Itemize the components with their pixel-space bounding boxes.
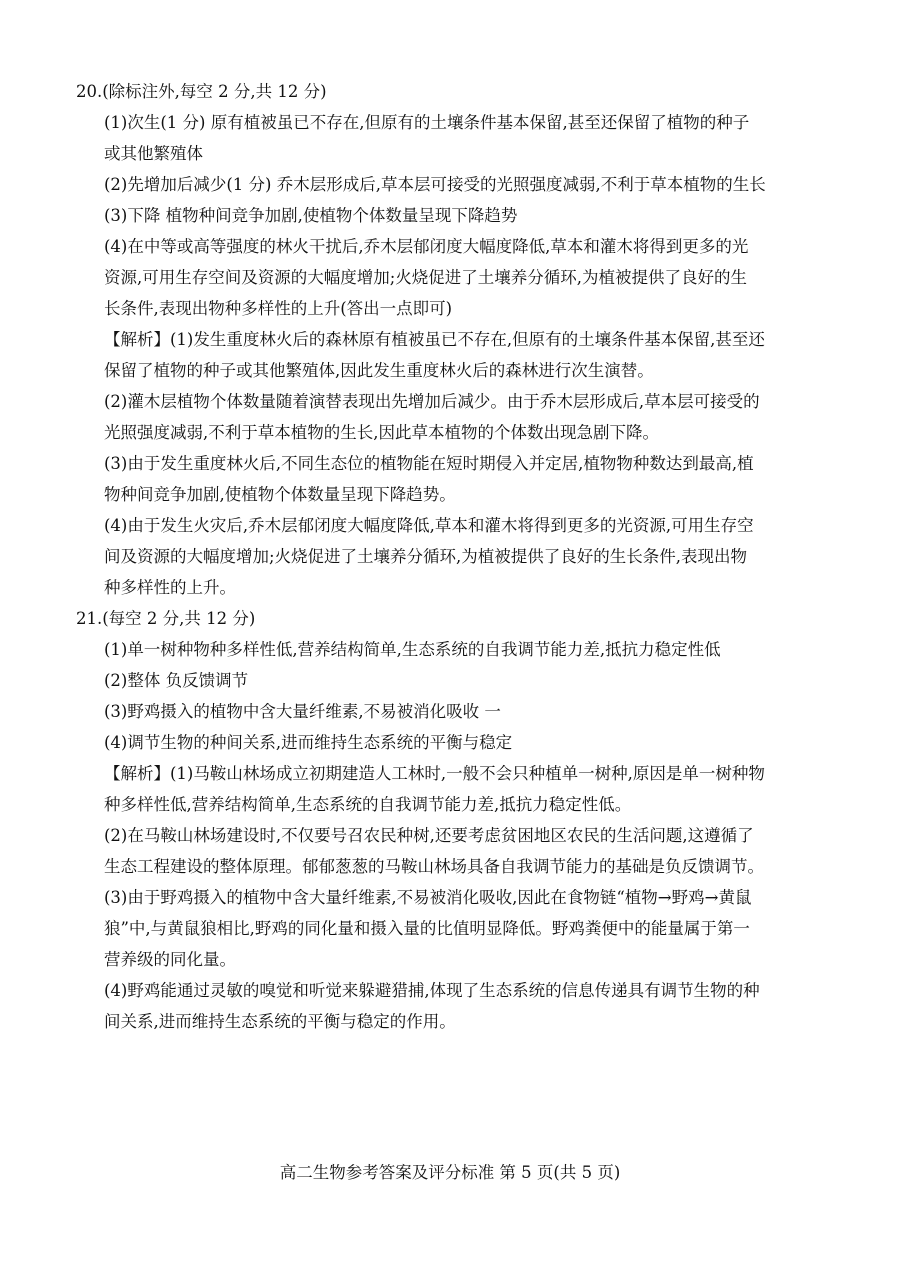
q20-answer-line: 长条件,表现出物种多样性的上升(答出一点即可) xyxy=(104,299,453,318)
q21-answer-line: (1)单一树种物种多样性低,营养结构简单,生态系统的自我调节能力差,抵抗力稳定性低 xyxy=(104,640,721,659)
q20-answer-line: (3)下降 植物种间竞争加剧,使植物个体数量呈现下降趋势 xyxy=(104,206,518,225)
q21-analysis-line: (3)由于野鸡摄入的植物中含大量纤维素,不易被消化吸收,因此在食物链“植物→野鸡→黄鼠 xyxy=(104,888,752,907)
q20-analysis-line: 物种间竞争加剧,使植物个体数量呈现下降趋势。 xyxy=(104,485,456,504)
answer-content xyxy=(76,76,836,1037)
q20-analysis-line: (4)由于发生火灾后,乔木层郁闭度大幅度降低,草本和灌木将得到更多的光资源,可用生存空 xyxy=(104,516,754,535)
q21-analysis-line: 种多样性低,营养结构简单,生态系统的自我调节能力差,抵抗力稳定性低。 xyxy=(104,795,632,814)
q20-analysis-line: 【解析】(1)发生重度林火后的森林原有植被虽已不存在,但原有的土壤条件基本保留,甚至还 xyxy=(104,330,765,349)
q21-analysis-line: 生态工程建设的整体原理。郁郁葱葱的马鞍山林场具备自我调节能力的基础是负反馈调节。 xyxy=(104,857,764,876)
q21-analysis-line: (2)在马鞍山林场建设时,不仅要号召农民种树,还要考虑贫困地区农民的生活问题,这遵循了 xyxy=(104,826,754,845)
q21-analysis-line: 狼”中,与黄鼠狼相比,野鸡的同化量和摄入量的比值明显降低。野鸡粪便中的能量属于第一 xyxy=(104,919,750,938)
page-footer: 高二生物参考答案及评分标准 第 5 页(共 5 页) xyxy=(279,1163,621,1182)
q20-analysis-line: 保留了植物的种子或其他繁殖体,因此发生重度林火后的森林进行次生演替。 xyxy=(104,361,654,380)
q20-answer-line: (1)次生(1 分) 原有植被虽已不存在,但原有的土壤条件基本保留,甚至还保留了植物的种子 xyxy=(104,113,750,132)
q21-answer-line: (4)调节生物的种间关系,进而维持生态系统的平衡与稳定 xyxy=(104,733,513,752)
q21-answer-line: (3)野鸡摄入的植物中含大量纤维素,不易被消化吸收 一 xyxy=(104,702,501,721)
q20-analysis-line: 种多样性的上升。 xyxy=(104,578,236,597)
q21-analysis-line: (4)野鸡能通过灵敏的嗅觉和听觉来躲避猎捕,体现了生态系统的信息传递具有调节生物的种 xyxy=(104,981,760,1000)
q20-analysis-line: 间及资源的大幅度增加;火烧促进了土壤养分循环,为植被提供了良好的生长条件,表现出物 xyxy=(104,547,748,566)
q21-analysis-line: 【解析】(1)马鞍山林场成立初期建造人工林时,一般不会只种植单一树种,原因是单一树种物 xyxy=(104,764,765,783)
q20-answer-line: 或其他繁殖体 xyxy=(104,144,203,163)
q21-analysis-line: 间关系,进而维持生态系统的平衡与稳定的作用。 xyxy=(104,1012,456,1031)
q20-answer-line: 资源,可用生存空间及资源的大幅度增加;火烧促进了土壤养分循环,为植被提供了良好的生 xyxy=(104,268,748,287)
q20-analysis-line: 光照强度减弱,不利于草本植物的生长,因此草本植物的个体数出现急剧下降。 xyxy=(104,423,659,442)
q20-answer-line: (4)在中等或高等强度的林火干扰后,乔木层郁闭度大幅度降低,草本和灌木将得到更多的光 xyxy=(104,237,749,256)
q20-analysis-line: (3)由于发生重度林火后,不同生态位的植物能在短时期侵入并定居,植物物种数达到最高,植 xyxy=(104,454,754,473)
q21-analysis-line: 营养级的同化量。 xyxy=(104,950,236,969)
q20-header: 20.(除标注外,每空 2 分,共 12 分) xyxy=(76,82,327,101)
q20-analysis-line: (2)灌木层植物个体数量随着演替表现出先增加后减少。由于乔木层形成后,草本层可接受的 xyxy=(104,392,760,411)
q21-answer-line: (2)整体 负反馈调节 xyxy=(104,671,249,690)
q21-header: 21.(每空 2 分,共 12 分) xyxy=(76,609,256,628)
q20-answer-line: (2)先增加后减少(1 分) 乔木层形成后,草本层可接受的光照强度减弱,不利于草本植物的生长 xyxy=(104,175,766,194)
